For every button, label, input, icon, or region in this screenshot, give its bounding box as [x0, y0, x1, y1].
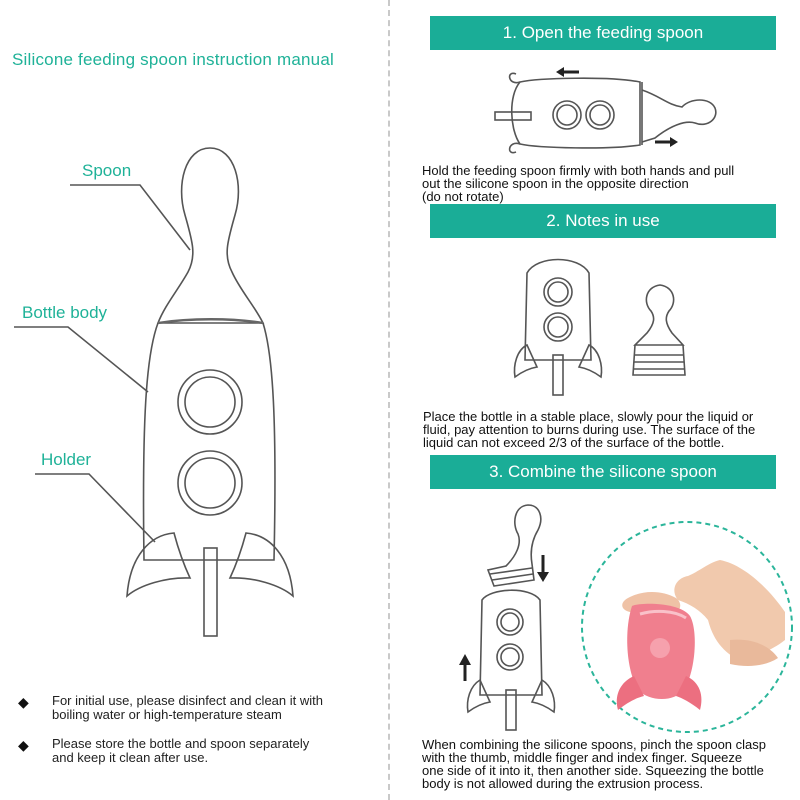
bottle-body-outline: [144, 323, 275, 560]
diamond-bullet-icon: ◆: [18, 694, 29, 710]
diamond-bullet-icon: ◆: [18, 737, 29, 753]
hand-combining-photo: [580, 520, 795, 735]
note-disinfect: For initial use, please disinfect and clean it with boiling water or high-temperature steam: [52, 693, 323, 722]
note-store: Please store the bottle and spoon separately and keep it clean after use.: [52, 736, 310, 765]
right-fin-outline: [230, 533, 293, 596]
holder-label: Holder: [41, 450, 92, 469]
step-1-heading: 1. Open the feeding spoon: [430, 16, 776, 50]
spoon-head-outline: [158, 148, 263, 323]
step-3-combine-diagram: [450, 500, 570, 735]
holder-leader-line: [35, 474, 155, 542]
bottle-body-leader-line: [14, 327, 148, 392]
panel-divider: [388, 0, 390, 800]
step-3-heading: 3. Combine the silicone spoon: [430, 455, 776, 489]
rocket-bottle-diagram: [0, 0, 390, 680]
bottle-body-label: Bottle body: [22, 303, 108, 322]
left-fin-outline: [127, 533, 190, 596]
step-1-open-spoon-diagram: [490, 60, 730, 155]
step-2-description: Place the bottle in a stable place, slowly pour the liquid or fluid, pay attention to burns during use. The surface of the liquid can not exceed 2/3 of the surface of the bottle.: [423, 409, 756, 450]
step-1-description: Hold the feeding spoon firmly with both hands and pull out the silicone spoon in the opposite direction (do not rotate): [422, 163, 735, 204]
step-2-heading: 2. Notes in use: [430, 204, 776, 238]
spoon-label: Spoon: [82, 161, 132, 180]
step-2-notes-diagram: [515, 255, 695, 405]
step-3-description: When combining the silicone spoons, pinch the spoon clasp with the thumb, middle finger and index finger. Squeeze one side of it into it, then another side. Squeezing the bottle body is not allowed during the extrusion process.: [422, 737, 766, 791]
holder-stem-outline: [204, 548, 217, 636]
spoon-leader-line: [70, 185, 190, 250]
manual-title: Silicone feeding spoon instruction manual: [12, 50, 334, 69]
